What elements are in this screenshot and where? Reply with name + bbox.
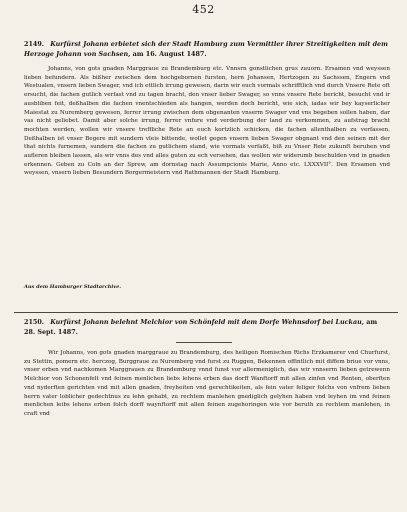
document-date: am 16. August 1487. (132, 49, 207, 58)
document-title: Kurfürst Johann erbietet sich der Stadt Hamburg zum Vermittler ihrer Streitigkeiten mit dem Herzoge Johann von Sachsen, (24, 40, 388, 58)
document-body-2149 (24, 65, 390, 178)
document-number: 2149. (24, 40, 45, 48)
document-title: Kurfürst Johann belehnt Melchior von Schönfeld mit dem Dorfe Wehnsdorf bei Luckau, (50, 318, 364, 326)
heading-underline (176, 342, 232, 343)
document-date: am 28. Sept. 1487. (24, 318, 378, 336)
page-number: 452 (192, 3, 215, 16)
document-body-2150 (24, 349, 390, 419)
document-text: Johanns, von gots gnaden Marggraue zu Brandemburg etc. Vnnsrn gonstlichen grus zuuorn. Ersamen vnd weyssen lieben befundern. Als bißher zwischen dem hochgebornen fursten, hern Johansen, Hertzogen zu Sachssen, Engern vnd Westualen, vnsern lieben Swager, vnd ich ettlich irrung gewesen, darin wir euch vormals schrifftlich vnd durch Vnsere Rete oft ersucht, die fachen gutlich verfast vnd zu tagen bracht, den vnser lieber Swager, so vnns vnsere Rete bericht, besucht vnd ir ausbliben feit, deßhalben die fachen vnentschieden als hangen, werden doch bericht, wie sich, iadas wir bey kayserlicher Maiestat zu Nuremberg gewesen, ferrer irrung zwischen dem obgenanten vnserm Swager vnd vns begeben sollen haben, dar vas nicht geliebet. Damit aber solche irrung, ferrer vnfure vnd verderbung der land zu verkommen, zu aufstrag bracht mochten werden, wollen wir vnsere treffliche Rete an euch kortzlich schicken, die fachen allenthalben zu verfassen. Deßhalben ist vnser Begere mit sundern vleis bittende, wollet gegen vnsern lieben Swager obgnant vnd den seinen mit der that nichts furnemen, sundern die fachen zu gutlichem stand, wie vormals verfaßt, biß zu Vnser Rete zukunft beruhen vnd aufleren bleiben lassen, als wir vnns des vnd alles guten zu ech versehen, das wollen wir widerumb beschulden vnd in gnaden erkennen. Geben zu Coln an der Sprew, am dornstag nach Assumpcionis Marie, Anno etc. LXXXVII°. Den Ersamen vnd weyssen, vnsern lieben Besundern Borgermeistern vnd Rathmannen der Stadt Hamburg. (24, 66, 390, 177)
section-divider (14, 312, 398, 313)
source-note: Aus dem Hamburger Stadtarchive. (24, 284, 122, 290)
document-text: Wir Johanns, von gots gnaden marggraue zu Brandemburg, des heiligen Romischen Richs Erzkamerer vnd Churfurst, zu Stettin, pomern etc. herczog, Burggraue zu Nuremberg vnd furst zu Ruggen, Bekennen offintlich mit diffem briue vor vnns, vnser erben vnd nachkomen Marggrauen zu Brandemburg vnnd funst vor allermeniglich, das wir vnnserm lieben getrewenn Melchior von Schonenfelt vnd feinen menlichen liebs lehens erben das dorff Wanftorff mit allen zinfen vnd Renten, oberften vnd nyderften gerichten vnd mit allen gnaden, freyheiten vnd gerechtikeiten, als fein vater feliger folchs von vnfrem lieben herrn vater loblicher gedechtnus zu lehn gehabt, zu rechtem manlehen gnediglich gelyhen haben vnd leyhen im vnd feinen menlichen leibs lehens erben folch dorff waynftorff mit allen feinen zugehoringen wie vor beruth zu rechtem manlehen, in craft vnd (24, 350, 390, 417)
document-heading-2149 (24, 40, 390, 59)
document-number: 2150. (24, 318, 45, 326)
document-heading-2150 (24, 318, 390, 337)
